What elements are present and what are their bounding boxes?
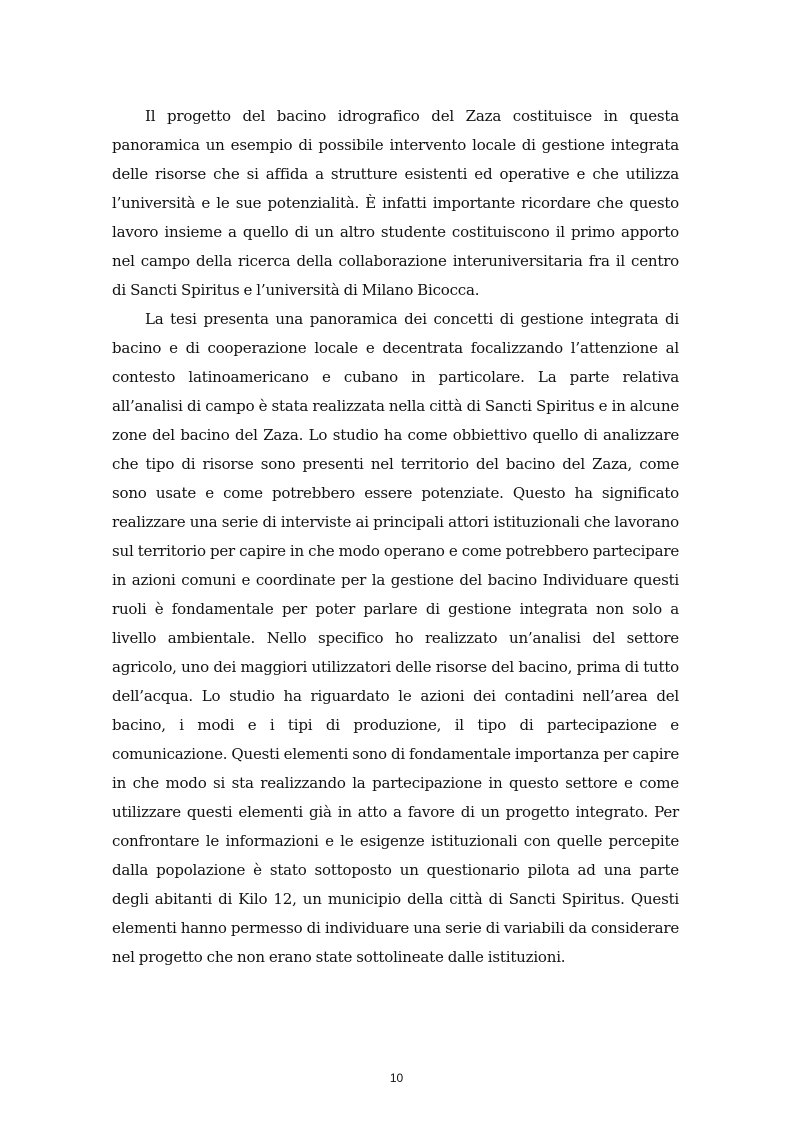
- paragraph-intro: Il progetto del bacino idrografico del Zaza costituisce in questa panoramica un esempio di possibile intervento locale di gestione integrata delle risorse che si affida a strutture esistenti ed operative e che utilizza l’università e le sue potenzialità. È infatti importante ricordare che questo lavoro insieme a quello di un altro studente costituiscono il primo apporto nel campo della ricerca della collaborazione interuniversitaria fra il centro di Sancti Spiritus e l’università di Milano Bicocca.: [112, 107, 679, 299]
- paragraph-thesis-summary: La tesi presenta una panoramica dei concetti di gestione integrata di bacino e di cooperazione locale e decentrata focalizzando l’attenzione al contesto latinoamericano e cubano in particolare. La parte relativa all’analisi di campo è stata realizzata nella città di Sancti Spiritus e in alcune zone del bacino del Zaza. Lo studio ha come obbiettivo quello di analizzare che tipo di risorse sono presenti nel territorio del bacino del Zaza, come sono usate e come potrebbero essere potenziate. Questo ha significato realizzare una serie di interviste ai principali attori istituzionali che lavorano sul territorio per capire in che modo operano e come potrebbero partecipare in azioni comuni e coordinate per la gestione del bacino Individuare questi ruoli è fondamentale per poter parlare di gestione integrata non solo a livello ambientale. Nello specifico ho realizzato un’analisi del settore agricolo, uno dei maggiori utilizzatori delle risorse del bacino, prima di tutto dell’acqua. Lo studio ha riguardato le azioni dei contadini nell’area del bacino, i modi e i tipi di produzione, il tipo di partecipazione e comunicazione. Questi elementi sono di fondamentale importanza per capire in che modo si sta realizzando la partecipazione in questo settore e come utilizzare questi elementi già in atto a favore di un progetto integrato. Per confrontare le informazioni e le esigenze istituzionali con quelle percepite dalla popolazione è stato sottoposto un questionario pilota ad una parte degli abitanti di Kilo 12, un municipio della città di Sancti Spiritus. Questi elementi hanno permesso di individuare una serie di variabili da considerare nel progetto che non erano state sottolineate dalle istituzioni.: [112, 310, 679, 966]
- page-number: 10: [389, 1071, 404, 1085]
- page-body: [112, 102, 679, 972]
